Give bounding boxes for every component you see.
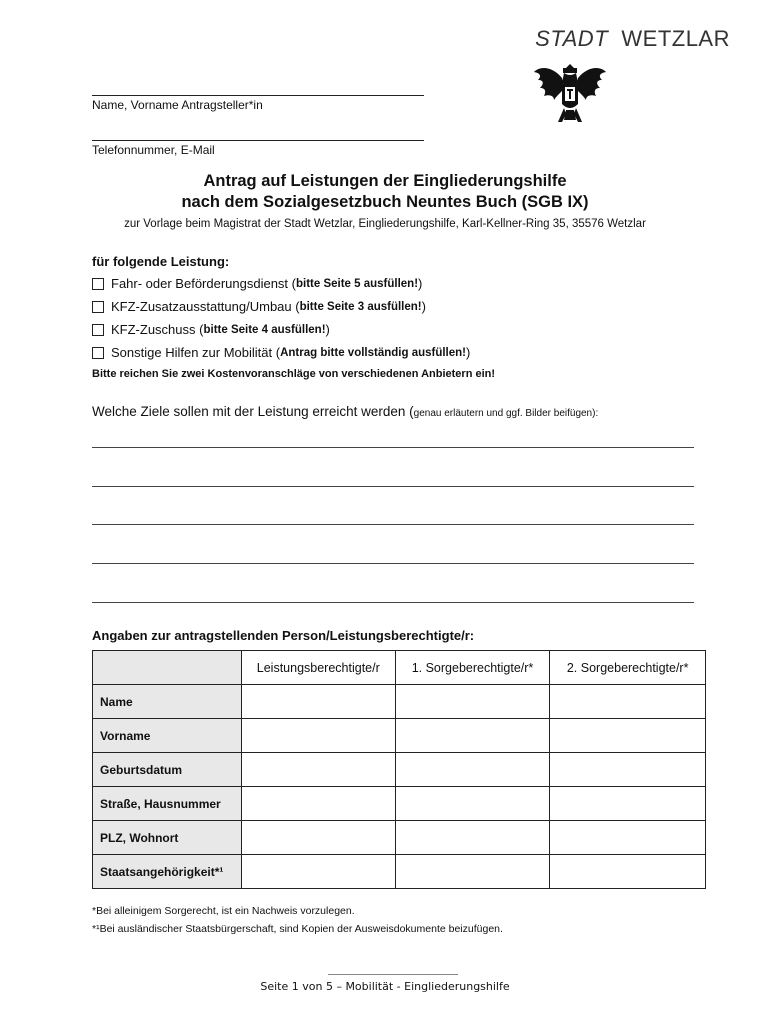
brand-city: WETZLAR: [621, 26, 730, 51]
checkbox[interactable]: [92, 347, 104, 359]
option-label: Fahr- oder Beförderungsdienst (: [111, 276, 296, 291]
option-kfz-umbau[interactable]: [92, 299, 426, 314]
row-label: PLZ, Wohnort: [93, 821, 242, 855]
goals-question-text: Welche Ziele sollen mit der Leistung erreicht werden (: [92, 404, 414, 419]
option-hint: bitte Seite 4 ausfüllen!: [203, 323, 326, 336]
table-cell-input[interactable]: [550, 787, 706, 821]
table-cell-input[interactable]: [550, 821, 706, 855]
form-title-line2: nach dem Sozialgesetzbuch Neuntes Buch (SGB IX): [181, 193, 589, 211]
goals-question-hint: genau erläutern und ggf. Bilder beifügen):: [413, 408, 599, 419]
option-suffix: ): [325, 322, 330, 337]
goals-answer-line[interactable]: [92, 563, 694, 564]
city-brand: [535, 26, 730, 52]
form-subtitle: zur Vorlage beim Magistrat der Stadt Wetzlar, Eingliederungshilfe, Karl-Kellner-Ring 35, 35576 Wetzlar: [124, 218, 646, 230]
brand-stadt: STADT: [535, 26, 609, 51]
row-label: Straße, Hausnummer: [93, 787, 242, 821]
row-label: Staatsangehörigkeit*¹: [93, 855, 242, 889]
goals-answer-line[interactable]: [92, 524, 694, 525]
table-cell-input[interactable]: [550, 855, 706, 889]
goals-answer-line[interactable]: [92, 602, 694, 603]
option-suffix: ): [421, 299, 426, 314]
option-hint: Antrag bitte vollständig ausfüllen!: [280, 346, 467, 359]
option-suffix: ): [466, 345, 471, 360]
table-cell-input[interactable]: [241, 685, 395, 719]
row-label: Name: [93, 685, 242, 719]
option-hint: bitte Seite 5 ausfüllen!: [295, 277, 419, 290]
table-cell-input[interactable]: [395, 719, 550, 753]
option-label: KFZ-Zusatzausstattung/Umbau (: [111, 299, 300, 314]
option-label: Sonstige Hilfen zur Mobilität (: [111, 345, 281, 360]
cost-estimate-note: Bitte reichen Sie zwei Kostenvoranschläge von verschiedenen Anbietern ein!: [92, 368, 496, 380]
applicant-contact-line[interactable]: [92, 140, 424, 141]
table-row: [93, 719, 706, 753]
form-title-line1: Antrag auf Leistungen der Eingliederungshilfe: [203, 172, 567, 190]
table-cell-input[interactable]: [395, 855, 550, 889]
applicant-contact-label: Telefonnummer, E-Mail: [92, 143, 215, 157]
row-label: Vorname: [93, 719, 242, 753]
table-corner: [93, 651, 242, 685]
row-label: Geburtsdatum: [93, 753, 242, 787]
table-header-row: [93, 651, 706, 685]
table-cell-input[interactable]: [241, 787, 395, 821]
option-fahrdienst[interactable]: [92, 276, 422, 291]
table-row: [93, 787, 706, 821]
person-table: [92, 650, 706, 889]
applicant-name-label: Name, Vorname Antragsteller*in: [92, 98, 263, 112]
page-footer: Seite 1 von 5 – Mobilität - Eingliederungshilfe: [260, 980, 510, 993]
table-row: [93, 855, 706, 889]
footnote-custody: *Bei alleinigem Sorgerecht, ist ein Nachweis vorzulegen.: [92, 905, 355, 917]
table-cell-input[interactable]: [395, 685, 550, 719]
table-cell-input[interactable]: [550, 685, 706, 719]
goals-answer-line[interactable]: [92, 447, 694, 448]
option-hint: bitte Seite 3 ausfüllen!: [299, 300, 422, 313]
goals-question: [92, 404, 598, 419]
footer-divider: [328, 974, 458, 975]
checkbox[interactable]: [92, 324, 104, 336]
goals-answer-line[interactable]: [92, 486, 694, 487]
option-suffix: ): [418, 276, 423, 291]
table-row: [93, 821, 706, 855]
table-cell-input[interactable]: [550, 719, 706, 753]
option-label: KFZ-Zuschuss (: [111, 322, 204, 337]
person-table-heading: Angaben zur antragstellenden Person/Leistungsberechtigte/r:: [92, 628, 475, 643]
column-header: 2. Sorgeberechtigte/r*: [550, 651, 706, 685]
checkbox[interactable]: [92, 301, 104, 313]
eagle-coat-of-arms-icon: [532, 58, 608, 128]
checkbox[interactable]: [92, 278, 104, 290]
table-row: [93, 685, 706, 719]
applicant-name-line[interactable]: [92, 95, 424, 96]
table-cell-input[interactable]: [395, 753, 550, 787]
table-cell-input[interactable]: [241, 821, 395, 855]
option-kfz-zuschuss[interactable]: [92, 322, 330, 337]
table-cell-input[interactable]: [550, 753, 706, 787]
footnote-citizenship: *¹Bei ausländischer Staatsbürgerschaft, sind Kopien der Ausweisdokumente beizufügen.: [92, 923, 503, 935]
table-cell-input[interactable]: [395, 787, 550, 821]
column-header: Leistungsberechtigte/r: [241, 651, 395, 685]
column-header: 1. Sorgeberechtigte/r*: [395, 651, 550, 685]
table-cell-input[interactable]: [241, 753, 395, 787]
services-heading: für folgende Leistung:: [92, 254, 230, 269]
table-cell-input[interactable]: [395, 821, 550, 855]
table-cell-input[interactable]: [241, 719, 395, 753]
table-row: [93, 753, 706, 787]
table-cell-input[interactable]: [241, 855, 395, 889]
option-sonstige[interactable]: [92, 345, 470, 360]
form-title: [0, 171, 770, 213]
